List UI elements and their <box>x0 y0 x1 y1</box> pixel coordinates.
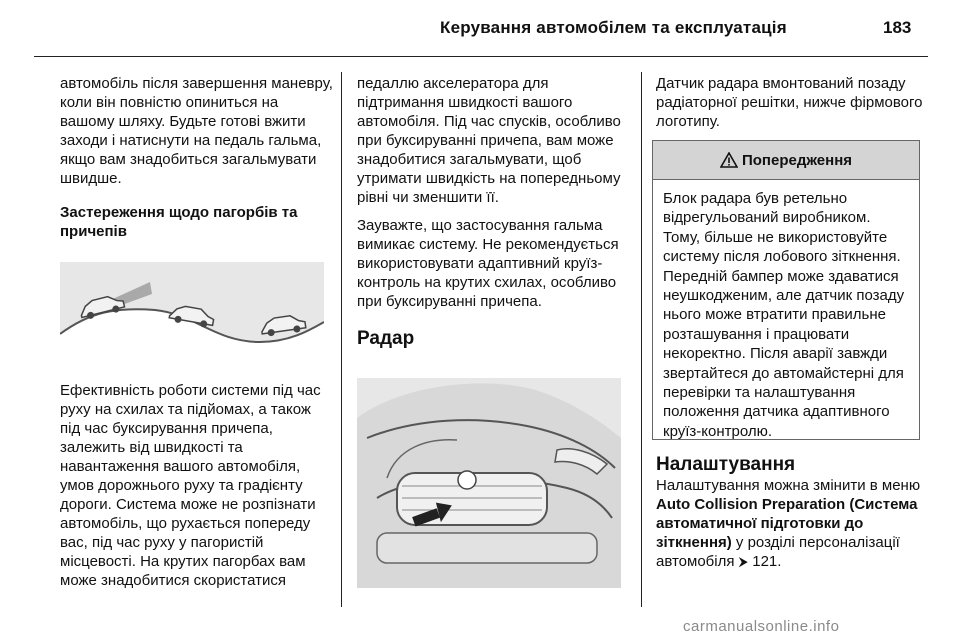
settings-text-middle: у розділі персоналізації автомобіля <box>656 534 900 570</box>
column-3-lower <box>656 453 928 571</box>
warning-title: Попередження <box>741 151 853 169</box>
car-front-image <box>357 378 621 588</box>
col2-paragraph-2: Зауважте, що застосування гальма вимикає систему. Не рекомендується використовувати адаптивний круїз-контроль на крутих схилах, особливо при буксируванні причепа. <box>357 217 619 310</box>
header-divider <box>34 56 928 57</box>
page-title: Керування автомобілем та експлуатація <box>440 18 787 37</box>
column-divider-2 <box>641 72 642 607</box>
section-heading-radar: Радар <box>357 328 415 349</box>
column-1 <box>60 74 335 241</box>
col3-paragraph-2 <box>656 476 928 571</box>
col1-paragraph-2: Ефективність роботи системи під час руху на схилах та підйомах, а також під час буксирування причепа, залежить від швидкості та навантаження вашого автомобіля, умов дорожнього руху та градієнту дороги. Система може не розпізнати автомобіль, що рухається попереду вас, під час руху у пагористій місцевості. На крутих пагорбах вам може знадобитися скористатися <box>60 382 321 589</box>
col1-paragraph-1: автомобіль після завершення маневру, коли він повністю опиниться на вашому шляху. Будьте готові вжити заходи і натиснути на педаль гальма, якщо вам знадобиться загальмувати швидше. <box>60 75 333 187</box>
logo-shape <box>458 471 476 489</box>
menu-name-bold: Auto Collision Preparation (Система автоматичної підготовки до зіткнення) <box>656 496 918 551</box>
column-1-lower <box>60 381 335 590</box>
warning-header <box>653 141 919 180</box>
col2-paragraph-1: педаллю акселератора для підтримання швидкості вашого автомобіля. Під час спусків, особливо при буксируванні причепа, вам може знадобитися загальмувати, щоб утримати швидкість на попередньому рівні чи зменшити її. <box>357 75 621 206</box>
page-number: 183 <box>883 18 912 37</box>
col3-paragraph-1: Датчик радара вмонтований позаду радіаторної решітки, нижче фірмового логотипу. <box>656 75 923 130</box>
column-divider-1 <box>341 72 342 607</box>
hills-cars-image <box>60 262 324 366</box>
col1-heading: Застереження щодо пагорбів та причепів <box>60 204 298 240</box>
section-heading-settings: Налаштування <box>656 454 796 475</box>
page-reference: 121. <box>748 553 782 570</box>
warning-text: Блок радара був ретельно відрегульований виробником. Тому, більше не використовуйте систему після лобового зіткнення. Передній бампер може здаватися неушкодженим, але датчик позаду нього може втратити правильне розташування і працювати некоректно. Після аварії завжди звертайтеся до автомайстерні для перевірки та налаштування положення датчика адаптивного круїз-контролю. <box>663 190 905 440</box>
car-front-illustration <box>357 378 621 588</box>
warning-triangle-icon <box>720 152 738 168</box>
column-2 <box>357 74 632 351</box>
column-3 <box>656 74 926 131</box>
watermark: carmanualsonline.info <box>683 618 840 635</box>
settings-text-prefix: Налаштування можна змінити в меню <box>656 477 921 494</box>
page-reference-arrow-icon: ⮞ <box>738 554 749 569</box>
hills-illustration <box>60 262 324 366</box>
warning-box <box>652 140 920 440</box>
